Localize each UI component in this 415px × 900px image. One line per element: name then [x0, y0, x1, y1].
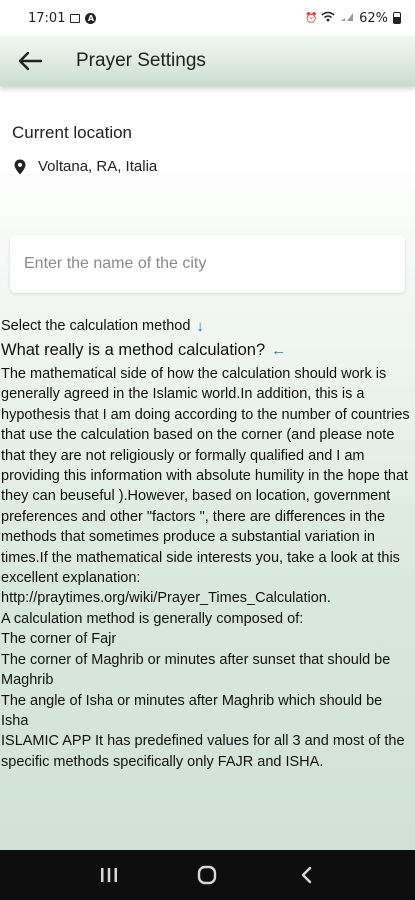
list-item: The corner of Fajr [1, 631, 117, 648]
alarm-icon: ⏰ [305, 12, 318, 24]
arrow-down-icon: ↓ [196, 317, 204, 335]
app-notification-icon: A [85, 13, 96, 24]
status-left [28, 11, 96, 26]
current-location-row [14, 158, 157, 175]
select-calculation-method[interactable] [1, 316, 413, 336]
method-explanation: The mathematical side of how the calculation should work is generally agreed in the Islamic world.In addition, this is a hypothesis that I am doing according to the number of countries that use the calculation based on the corner (and please note that they are not religiously or formally qualified and I am providing this information with absolute humility in the hope that they can beuseful ).However, based on location, government preferences and other "factors ", there are differences in the methods that sometimes produce a substantial variation in times.If the mathematical side interests you, take a look at this excellent explanation: http://praytimes.org/wiki/Prayer_Times_Calculation. [1, 366, 410, 607]
recents-icon [100, 867, 118, 883]
status-time: 17:01 [28, 10, 66, 26]
battery-icon [393, 12, 401, 24]
city-search-field [10, 235, 405, 293]
battery-percent: 62% [359, 10, 388, 26]
select-calculation-label: Select the calculation method [1, 318, 191, 334]
chevron-left-icon [300, 866, 312, 884]
current-location-value: Voltana, RA, Italia [38, 158, 158, 175]
arrow-left-icon [17, 51, 43, 71]
list-item: ISLAMIC APP It has predefined values for all 3 and most of the specific methods specifically only FAJR and ISHA. [1, 733, 405, 770]
back-button[interactable] [0, 36, 60, 86]
method-info-question: What really is a method calculation? [1, 340, 266, 359]
gallery-notification-icon [70, 14, 80, 23]
location-pin-icon [14, 159, 26, 175]
status-right [305, 11, 401, 26]
method-components [1, 609, 413, 772]
wifi-icon [321, 11, 335, 26]
system-nav-bar [0, 850, 415, 900]
recents-button[interactable] [84, 855, 134, 895]
signal-icon [340, 11, 354, 26]
list-item: The angle of Isha or minutes after Maghrib which should be Isha [1, 692, 383, 729]
status-bar [0, 0, 415, 36]
current-location-title: Current location [12, 123, 133, 142]
composed-intro: A calculation method is generally composed of: [1, 610, 304, 627]
home-icon [197, 865, 217, 885]
app-bar [0, 36, 415, 86]
calculation-content [1, 316, 413, 772]
list-item: The corner of Maghrib or minutes after sunset that should be Maghrib [1, 651, 391, 689]
method-info-toggle[interactable] [1, 338, 413, 362]
nav-back-button[interactable] [281, 855, 331, 895]
page-title: Prayer Settings [76, 50, 206, 71]
arrow-left-icon: ← [271, 341, 287, 359]
home-button[interactable] [182, 855, 232, 895]
city-search-input[interactable] [10, 235, 405, 293]
